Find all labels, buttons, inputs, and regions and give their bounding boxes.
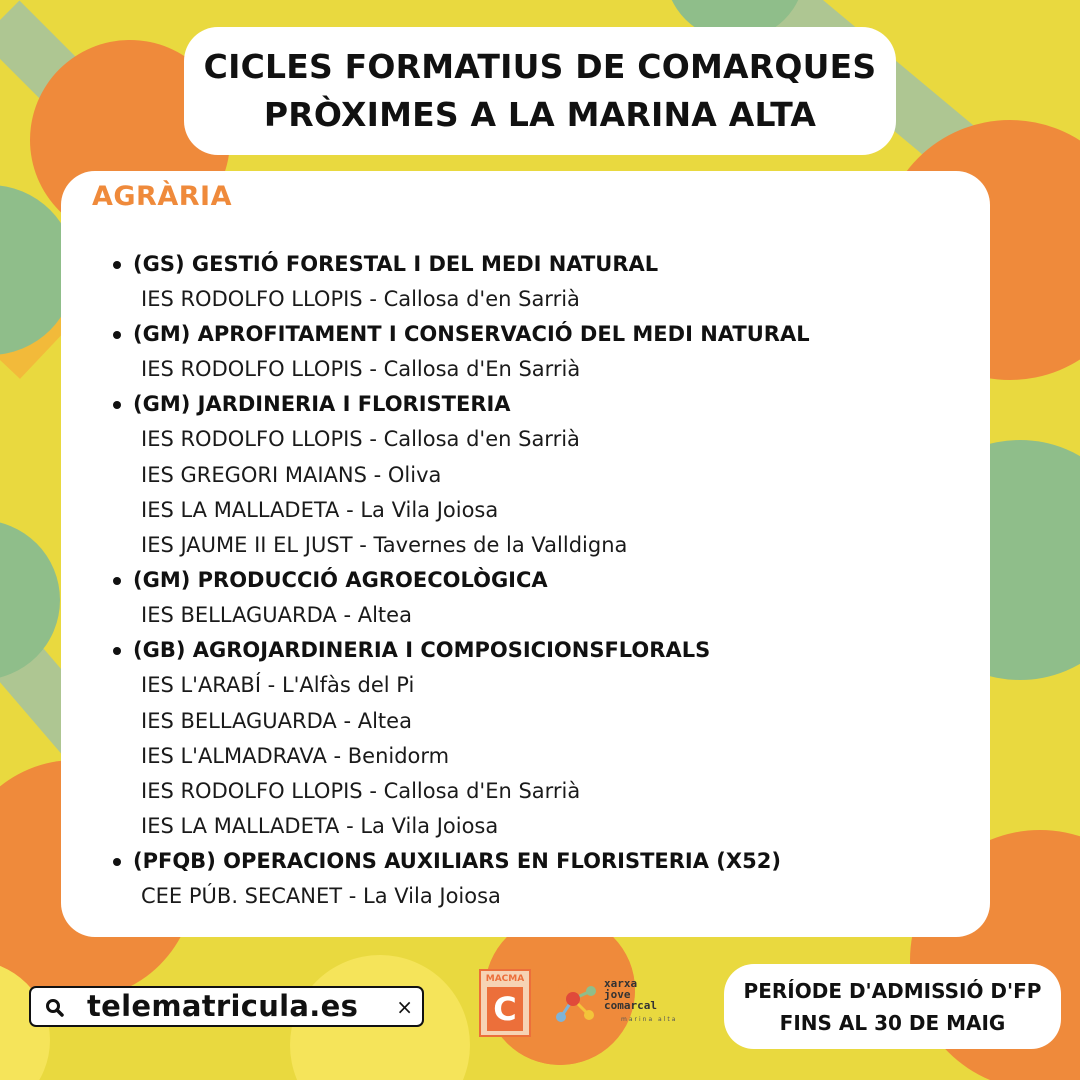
bullet-icon (113, 577, 121, 585)
xarxa-line-3: comarcal (604, 999, 657, 1012)
admission-line-2: FINS AL 30 DE MAIG (779, 1010, 1006, 1035)
title-box (184, 27, 896, 155)
school-entry: IES L'ARABÍ - L'Alfàs del Pi (141, 673, 415, 698)
cycle-name (113, 633, 973, 668)
list-item (113, 844, 973, 914)
school-entry: IES RODOLFO LLOPIS - Callosa d'en Sarrià (141, 287, 580, 311)
list-item (113, 633, 973, 844)
school-entry: IES RODOLFO LLOPIS - Callosa d'En Sarrià (141, 779, 581, 804)
bullet-icon (113, 261, 121, 269)
cycle-name-text: (GM) JARDINERIA I FLORISTERIA (133, 392, 511, 417)
xarxa-line-1: xarxa (604, 977, 638, 990)
bullet-icon (113, 858, 121, 866)
school-entry: IES JAUME II EL JUST - Tavernes de la Valldigna (141, 533, 628, 558)
cycle-name-text: (GM) PRODUCCIÓ AGROECOLÒGICA (133, 568, 548, 593)
school-entry: IES RODOLFO LLOPIS - Callosa d'en Sarrià (141, 427, 580, 452)
title-line-2: PRÒXIMES A LA MARINA ALTA (263, 95, 817, 134)
list-item (113, 563, 973, 633)
cycle-name-text: (GB) AGROJARDINERIA I COMPOSICIONSFLORALS (133, 638, 711, 663)
search-bar[interactable] (29, 986, 424, 1027)
cycle-name-text: (PFQB) OPERACIONS AUXILIARS EN FLORISTERIA (X52) (133, 849, 781, 874)
school-entry: IES L'ALMADRAVA - Benidorm (141, 743, 450, 768)
school-entry: IES BELLAGUARDA - Altea (141, 603, 412, 628)
search-icon (44, 997, 66, 1019)
xarxa-line-2: jove (604, 988, 631, 1001)
cycle-name (113, 317, 973, 352)
list-item (113, 247, 973, 317)
cycle-name (113, 247, 973, 282)
xarxa-logo-subtitle: marina alta (621, 1016, 678, 1023)
cycle-name (113, 563, 973, 598)
content-card (61, 171, 990, 937)
title-line-1: CICLES FORMATIUS DE COMARQUES (203, 47, 877, 86)
school-entry: IES LA MALLADETA - La Vila Joiosa (141, 814, 499, 839)
school-entry: IES RODOLFO LLOPIS - Callosa d'En Sarrià (141, 357, 581, 382)
close-icon[interactable]: × (396, 995, 413, 1019)
school-entry: IES GREGORI MAIANS - Oliva (141, 462, 442, 487)
cycle-name-text: (GS) GESTIÓ FORESTAL I DEL MEDI NATURAL (133, 252, 659, 276)
xarxa-network-icon (555, 975, 601, 1025)
bullet-icon (113, 331, 121, 339)
macma-logo-letter: C (487, 987, 523, 1031)
cycle-list (113, 247, 973, 915)
xarxa-logo-text (604, 978, 657, 1011)
admission-period-box (724, 964, 1061, 1049)
bullet-icon (113, 647, 121, 655)
macma-logo-label: MACMA (485, 974, 525, 984)
search-query-text[interactable]: telematricula.es (87, 989, 359, 1023)
school-entry: IES BELLAGUARDA - Altea (141, 708, 412, 733)
cycle-name (113, 387, 973, 422)
school-entry: CEE PÚB. SECANET - La Vila Joiosa (141, 884, 501, 909)
list-item (113, 317, 973, 387)
macma-logo (479, 969, 531, 1037)
cycle-name (113, 844, 973, 879)
admission-line-1: PERÍODE D'ADMISSIÓ D'FP (743, 978, 1042, 1003)
category-heading: AGRÀRIA (92, 181, 232, 212)
list-item (113, 387, 973, 563)
bullet-icon (113, 401, 121, 409)
cycle-name-text: (GM) APROFITAMENT I CONSERVACIÓ DEL MEDI NATURAL (133, 322, 810, 347)
school-entry: IES LA MALLADETA - La Vila Joiosa (141, 497, 499, 522)
